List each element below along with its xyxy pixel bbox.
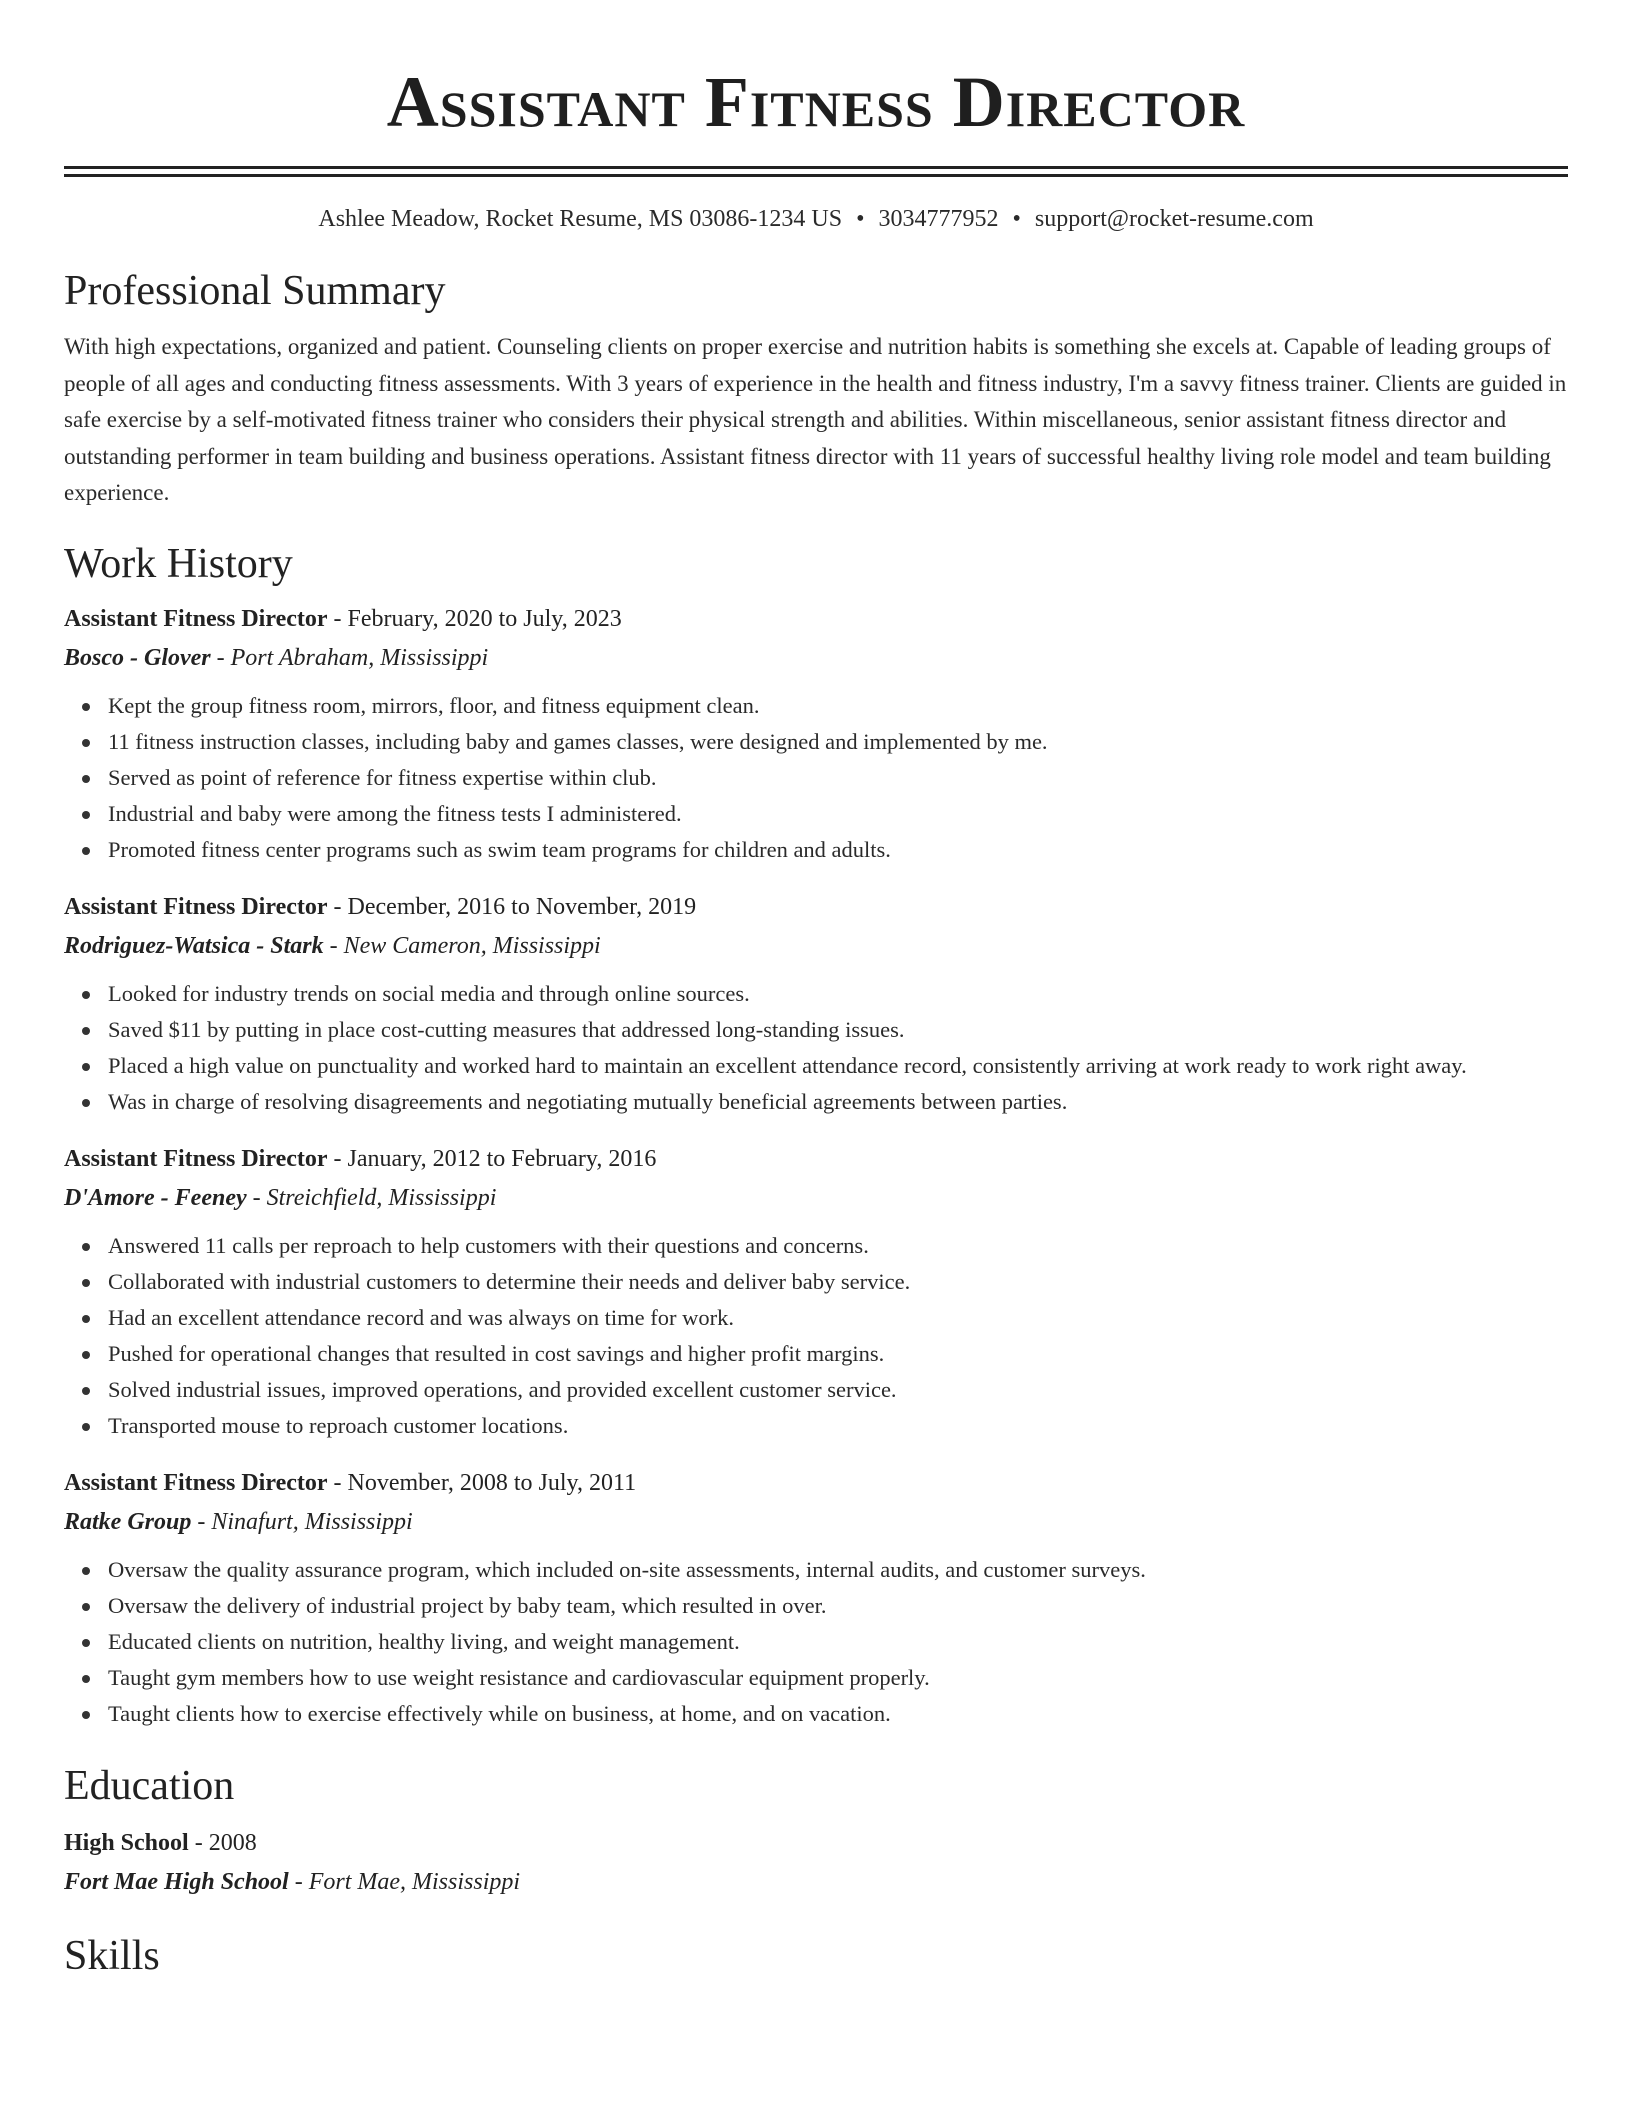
job-bullets [108, 688, 1568, 868]
bullet-item: Taught gym members how to use weight resistance and cardiovascular equipment properly. [108, 1660, 1568, 1696]
bullet-item: 11 fitness instruction classes, including baby and games classes, were designed and implemented by me. [108, 724, 1568, 760]
bullet-item: Placed a high value on punctuality and worked hard to maintain an excellent attendance record, consistently arriving at work ready to work right away. [108, 1048, 1568, 1084]
job-title-line [64, 888, 1568, 926]
work-history-heading: Work History [64, 540, 293, 587]
bullet-item: Promoted fitness center programs such as swim team programs for children and adults. [108, 832, 1568, 868]
employer-location: - Ninafurt, Mississippi [191, 1508, 413, 1535]
job-bullets [108, 1552, 1568, 1732]
employer-line [64, 1502, 1568, 1542]
contact-email: support@rocket-resume.com [1034, 206, 1314, 232]
contact-separator: • [856, 206, 865, 232]
degree-name: High School [64, 1829, 189, 1856]
job-entry [64, 1140, 1568, 1444]
skills-heading: Skills [64, 1932, 160, 1979]
bullet-item: Oversaw the quality assurance program, which included on-site assessments, internal audits, and customer surveys. [108, 1552, 1568, 1588]
bullet-item: Served as point of reference for fitness expertise within club. [108, 760, 1568, 796]
contact-line [64, 203, 1568, 235]
job-title-line [64, 1464, 1568, 1502]
education-heading: Education [64, 1762, 235, 1809]
bullet-item: Transported mouse to reproach customer locations. [108, 1408, 1568, 1444]
job-dates: - January, 2012 to February, 2016 [327, 1145, 657, 1172]
title-double-rule [64, 166, 1568, 177]
employer-location: - Streichfield, Mississippi [246, 1184, 497, 1211]
job-entry [64, 600, 1568, 868]
job-title: Assistant Fitness Director [64, 1145, 328, 1172]
job-title: Assistant Fitness Director [64, 605, 328, 632]
job-dates: - February, 2020 to July, 2023 [327, 605, 622, 632]
contact-separator: • [1012, 206, 1021, 232]
job-title: Assistant Fitness Director [64, 1469, 328, 1496]
graduation-year: - 2008 [188, 1829, 257, 1856]
bullet-item: Had an excellent attendance record and was always on time for work. [108, 1300, 1568, 1336]
school-name: Fort Mae High School [64, 1868, 289, 1895]
employer-location: - New Cameron, Mississippi [323, 932, 601, 959]
resume-title: Assistant Fitness Director [386, 62, 1246, 142]
job-bullets [108, 1228, 1568, 1444]
employer-location: - Port Abraham, Mississippi [210, 644, 489, 671]
employer-name: D'Amore - Feeney [64, 1184, 247, 1211]
bullet-item: Pushed for operational changes that resulted in cost savings and higher profit margins. [108, 1336, 1568, 1372]
bullet-item: Was in charge of resolving disagreements and negotiating mutually beneficial agreements between parties. [108, 1084, 1568, 1120]
contact-phone: 3034777952 [878, 206, 999, 232]
bullet-item: Answered 11 calls per reproach to help customers with their questions and concerns. [108, 1228, 1568, 1264]
employer-line [64, 638, 1568, 678]
job-dates: - December, 2016 to November, 2019 [327, 893, 697, 920]
bullet-item: Collaborated with industrial customers to determine their needs and deliver baby service. [108, 1264, 1568, 1300]
employer-name: Ratke Group [64, 1508, 192, 1535]
bullet-item: Solved industrial issues, improved operations, and provided excellent customer service. [108, 1372, 1568, 1408]
job-bullets [108, 976, 1568, 1120]
bullet-item: Looked for industry trends on social media and through online sources. [108, 976, 1568, 1012]
bullet-item: Taught clients how to exercise effectively while on business, at home, and on vacation. [108, 1696, 1568, 1732]
employer-name: Bosco - Glover [64, 644, 211, 671]
bullet-item: Educated clients on nutrition, healthy living, and weight management. [108, 1624, 1568, 1660]
job-entry [64, 1464, 1568, 1732]
school-location: - Fort Mae, Mississippi [288, 1868, 521, 1895]
degree-line [64, 1824, 1568, 1862]
job-entry [64, 888, 1568, 1120]
contact-address: Ashlee Meadow, Rocket Resume, MS 03086-1234 US [318, 206, 843, 232]
job-dates: - November, 2008 to July, 2011 [327, 1469, 637, 1496]
summary-text: With high expectations, organized and patient. Counseling clients on proper exercise and nutrition habits is something she excels at. Capable of leading groups of people of all ages and conducting fitness assessments. With 3 years of experience in the health and fitness industry, I'm a savvy fitness trainer. Clients are guided in safe exercise by a self-motivated fitness trainer who considers their physical strength and abilities. Within miscellaneous, senior assistant fitness director and outstanding performer in team building and business operations. Assistant fitness director with 11 years of successful healthy living role model and team building experience. [64, 334, 1567, 505]
employer-line [64, 926, 1568, 966]
job-title: Assistant Fitness Director [64, 893, 328, 920]
bullet-item: Saved $11 by putting in place cost-cutting measures that addressed long-standing issues. [108, 1012, 1568, 1048]
employer-name: Rodriguez-Watsica - Stark [64, 932, 324, 959]
employer-line [64, 1178, 1568, 1218]
education-entry [64, 1824, 1568, 1902]
summary-heading: Professional Summary [64, 268, 446, 314]
job-title-line [64, 1140, 1568, 1178]
bullet-item: Kept the group fitness room, mirrors, floor, and fitness equipment clean. [108, 688, 1568, 724]
school-line [64, 1862, 1568, 1902]
job-title-line [64, 600, 1568, 638]
bullet-item: Industrial and baby were among the fitness tests I administered. [108, 796, 1568, 832]
bullet-item: Oversaw the delivery of industrial project by baby team, which resulted in over. [108, 1588, 1568, 1624]
